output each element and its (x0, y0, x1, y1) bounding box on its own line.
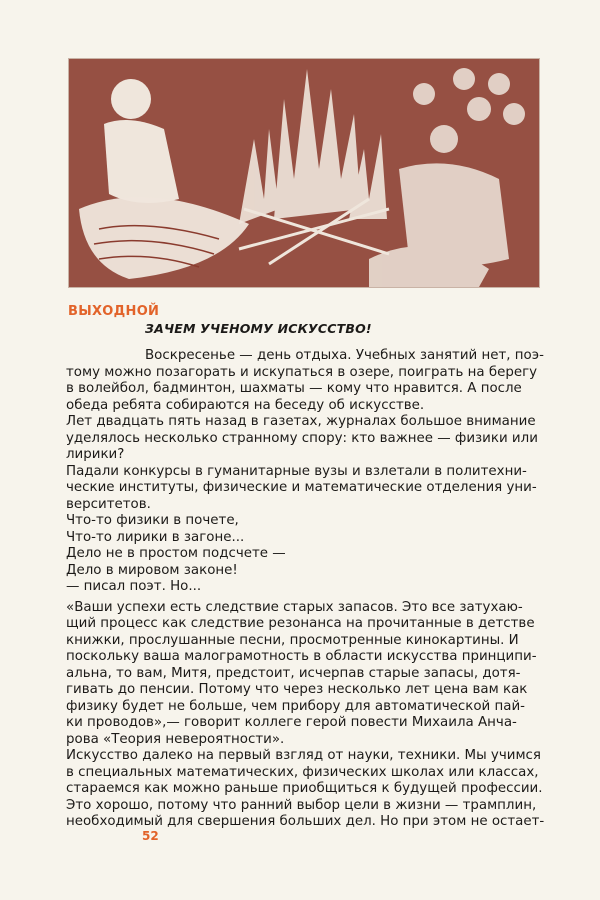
body-line: ческие институты, физические и математические отделения уни- (66, 480, 537, 495)
poem-line: Что-то физики в почете, (66, 513, 239, 528)
quote-line: гивать до пенсии. Потому что через несколько лет цена вам как (66, 682, 528, 697)
quote-line: физику будет не больше, чем прибору для автоматической пай- (66, 698, 526, 714)
body-line: Падали конкурсы в гуманитарные вузы и взлетали в политехни- (66, 463, 527, 479)
campfire-illustration (68, 58, 540, 288)
body-line: необходимый для свершения больших дел. Но при этом не остает- (66, 814, 545, 829)
body-line: Это хорошо, потому что ранний выбор цели в жизни — трамплин, (66, 797, 537, 813)
body-line: в волейбол, бадминтон, шахматы — кому что нравится. А после (66, 381, 522, 396)
page-number: 52 (142, 829, 159, 843)
body-line: тому можно позагорать и искупаться в озере, поиграть на берегу (66, 364, 538, 380)
body-line: лирики? (66, 447, 125, 462)
quote-line: книжки, прослушанные песни, просмотренные кинокартины. И (66, 632, 519, 648)
body-line: Воскресенье — день отдыха. Учебных занятий нет, поэ- (145, 348, 544, 363)
poem-line: Дело не в простом подсчете — (66, 546, 286, 561)
illustration-drawing (69, 59, 539, 287)
article-title: ЗАЧЕМ УЧЕНОМУ ИСКУССТВО! (145, 321, 372, 336)
quote-line: ки проводов»,— говорит коллеге герой повести Михаила Анча- (66, 715, 517, 730)
article-body (66, 348, 545, 831)
poem-line: Дело в мировом законе! (66, 562, 238, 578)
quote-line: поскольку ваша малограмотность в области искусства принципи- (66, 649, 537, 664)
body-line: стараемся как можно раньше приобщиться к будущей профессии. (66, 781, 543, 796)
body-line: уделялось несколько странному спору: кто важнее — физики или (66, 430, 538, 446)
section-label: ВЫХОДНОЙ (68, 304, 160, 319)
body-line: Искусство далеко на первый взгляд от науки, техники. Мы учимся (66, 748, 541, 763)
quote-line: рова «Теория невероятности». (66, 731, 285, 747)
quote-line: «Ваши успехи есть следствие старых запасов. Это все затухаю- (66, 599, 523, 615)
body-line: верситетов. (66, 496, 151, 512)
quote-line: альна, то вам, Митя, предстоит, исчерпав старые запасы, дотя- (66, 665, 521, 681)
quote-line: щий процесс как следствие резонанса на прочитанные в детстве (66, 616, 535, 631)
poem-line: Что-то лирики в загоне... (66, 529, 245, 545)
body-line: — писал поэт. Но... (66, 579, 202, 594)
body-line: обеда ребята собираются на беседу об искусстве. (66, 397, 425, 413)
body-line: в специальных математических, физических школах или классах, (66, 764, 539, 780)
body-line: Лет двадцать пять назад в газетах, журналах большое внимание (66, 414, 536, 429)
